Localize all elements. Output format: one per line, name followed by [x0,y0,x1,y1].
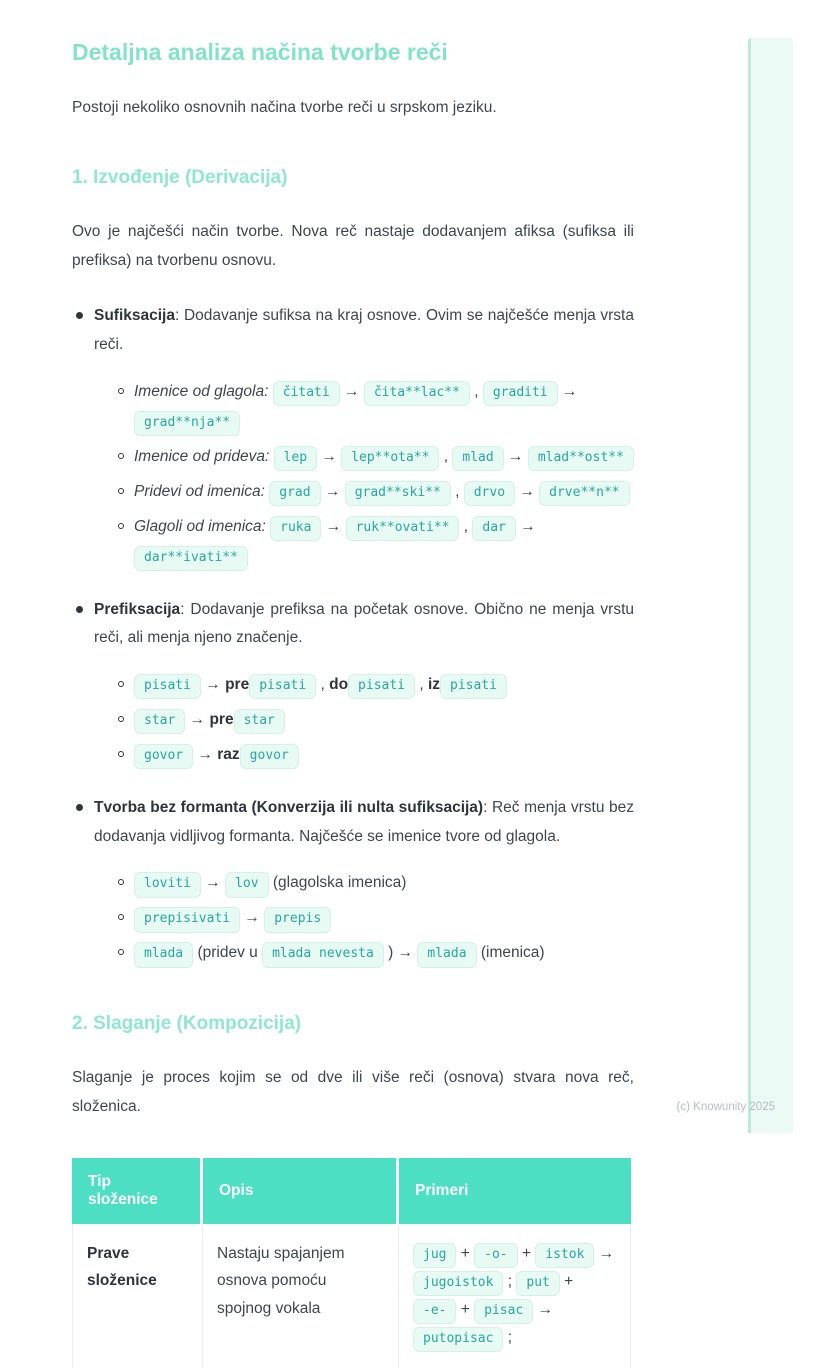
sufiksacija-sublist [118,377,634,572]
code-tag: pisati [249,674,316,699]
code-tag: mlada [417,942,476,967]
sublist-item [118,670,634,700]
text-segment: : Dodavanje sufiksa na kraj osnove. Ovim se najčešće menja vrsta reči. [94,307,634,354]
copyright-credit: (c) Knowunity 2025 [676,1101,775,1113]
text-segment: Pridevi od imenica: [134,482,270,500]
code-tag: pisati [348,674,415,699]
table-row [72,1224,631,1368]
section1-intro: Ovo je najčešći način tvorbe. Nova reč nastaje dodavanjem afiksa (sufiksa ili prefiksa) na tvorbenu osnovu. [72,223,634,269]
text-segment: do [329,676,349,694]
column-header-primeri: Primeri [399,1158,631,1224]
text-segment: (glagolska imenica) [268,874,407,892]
code-tag: jug [413,1243,456,1268]
text-segment: → [185,711,210,729]
text-segment: (pridev u [193,944,263,962]
text-segment: , [450,482,464,500]
text-segment: → [515,482,540,500]
code-tag: mlada nevesta [262,942,384,967]
cell-primeri [399,1224,631,1368]
code-tag: dar**ivati** [134,546,248,571]
sublist-item [118,512,634,572]
code-tag: put [516,1271,559,1296]
text-segment: Prefiksacija [94,600,181,618]
text-segment: Glagoli od imenica: [134,517,271,535]
code-tag: govor [240,744,299,769]
sublist-item [118,740,634,770]
sublist-item-text [134,676,507,693]
code-tag: jugoistok [413,1271,503,1296]
text-segment: → [339,382,364,400]
text-segment: → [515,517,536,535]
list-item-text [94,596,634,653]
column-header-tip: Tip složenice [72,1158,203,1224]
prefiksacija-sublist [118,670,634,770]
text-segment: : Reč menja vrstu bez dodavanja vidljivog formanta. Najčešće se imenice tvore od glagola. [94,799,634,845]
text-segment: Tvorba bez formanta (Konverzija ili nulta sufiksacija) [94,799,484,817]
konverzija-sublist [118,868,634,968]
sublist-item-text [134,944,545,961]
code-tag: grad**ski** [345,481,451,506]
circle-bullet-icon [118,453,124,459]
code-tag: mlada [134,942,193,967]
text-segment: pre [225,676,250,694]
code-tag: drve**n** [539,481,629,506]
code-tag: grad [269,481,320,506]
bullet-icon [76,606,83,613]
sublist-item [118,705,634,735]
code-tag: ruk**ovati** [346,516,460,541]
text-segment: iz [427,676,440,694]
circle-bullet-icon [118,914,124,920]
code-tag: čitati [273,381,340,406]
circle-bullet-icon [118,949,124,955]
code-tag: pisac [474,1299,533,1324]
derivation-list [72,302,634,968]
code-tag: dar [472,516,515,541]
text-segment: Sufiksacija [94,307,175,325]
page-accent-strip [748,38,793,1133]
list-item-sufiksacija [72,302,634,571]
text-segment: + [517,1244,536,1262]
list-item-text [94,302,634,359]
text-segment: → [200,874,226,892]
text-segment: , [459,517,473,535]
text-segment: + [456,1244,475,1262]
circle-bullet-icon [118,879,124,885]
bullet-icon [76,804,83,811]
text-segment: → [320,482,345,500]
section2-intro: Slaganje je proces kojim se od dve ili više reči (osnova) stvara nova reč, složenica. [72,1069,634,1115]
code-tag: lov [225,872,268,897]
text-segment: → [317,447,342,465]
code-tag: putopisac [413,1327,503,1352]
code-tag: star [134,709,185,734]
sublist-item-text [134,711,285,728]
code-tag: pisati [440,674,507,699]
section2-heading: 2. Slaganje (Kompozicija) [72,1013,302,1035]
code-tag: -o- [474,1243,517,1268]
code-tag: mlad**ost** [528,446,634,471]
section1-heading: 1. Izvođenje (Derivacija) [72,167,288,189]
sublist-item [118,938,634,968]
code-tag: lep**ota** [341,446,439,471]
sublist-item-text [134,383,577,430]
sublist-item-text [134,483,630,500]
text-segment: → [240,909,265,927]
code-tag: grad**nja** [134,411,240,436]
list-item-prefiksacija [72,596,634,770]
sublist-item [118,377,634,437]
code-tag: -e- [413,1299,456,1324]
intro-paragraph: Postoji nekoliko osnovnih načina tvorbe reči u srpskom jeziku. [72,98,497,116]
text-segment: : Dodavanje prefiksa na početak osnove. Obično ne menja vrstu reči, ali menja njeno značenje. [94,600,634,647]
code-tag: prepisivati [134,907,240,932]
text-segment: Imenice od prideva: [134,447,274,465]
text-segment: → [503,447,528,465]
circle-bullet-icon [118,388,124,394]
text-segment: → [321,517,346,535]
code-tag: drvo [464,481,515,506]
bullet-icon [76,312,83,319]
sublist-item-text [134,448,634,465]
text-segment: + [456,1300,475,1318]
sublist-item [118,903,634,933]
text-segment: , [469,382,483,400]
circle-bullet-icon [118,523,124,529]
text-segment: → [533,1300,554,1318]
code-tag: pisati [134,674,201,699]
cell-opis: Nastaju spajanjem osnova pomoću spojnog vokala [203,1224,399,1368]
sublist-item-text [134,518,536,565]
document-content [72,0,634,1368]
circle-bullet-icon [118,751,124,757]
code-tag: istok [535,1243,594,1268]
text-segment: → [557,382,578,400]
circle-bullet-icon [118,488,124,494]
code-tag: graditi [483,381,558,406]
code-tag: čita**lac** [364,381,470,406]
code-tag: prepis [264,907,331,932]
text-segment: → [193,746,218,764]
column-header-opis: Opis [203,1158,399,1224]
table-header [72,1158,631,1224]
sublist-item-text [134,874,406,891]
code-tag: star [234,709,285,734]
sublist-item [118,442,634,472]
cell-tip: Prave složenice [72,1224,203,1368]
text-segment: ; [503,1272,517,1290]
sublist-item-text [134,746,299,763]
table-header-row [72,1158,631,1224]
text-segment: (imenica) [476,944,545,962]
code-tag: govor [134,744,193,769]
text-segment: ; [503,1328,513,1346]
text-segment: ) → [383,944,418,962]
circle-bullet-icon [118,681,124,687]
table-body [72,1224,631,1368]
text-segment: raz [217,746,240,764]
text-segment: , [415,676,428,694]
text-segment: , [316,676,330,694]
list-item-tvorba-bez-formanta [72,794,634,968]
list-item-text [94,794,634,851]
compound-types-table [72,1158,631,1368]
text-segment: pre [209,711,234,729]
page-title: Detaljna analiza načina tvorbe reči [72,39,448,65]
text-segment: → [594,1244,615,1262]
text-segment: , [439,447,453,465]
sublist-item-text [134,909,331,926]
text-segment: → [200,676,226,694]
text-segment: Imenice od glagola: [134,382,273,400]
circle-bullet-icon [118,716,124,722]
sublist-item [118,868,634,898]
code-tag: lep [274,446,317,471]
code-tag: mlad [452,446,503,471]
sublist-item [118,477,634,507]
code-tag: ruka [270,516,321,541]
code-tag: loviti [134,872,201,897]
text-segment: + [559,1272,574,1290]
